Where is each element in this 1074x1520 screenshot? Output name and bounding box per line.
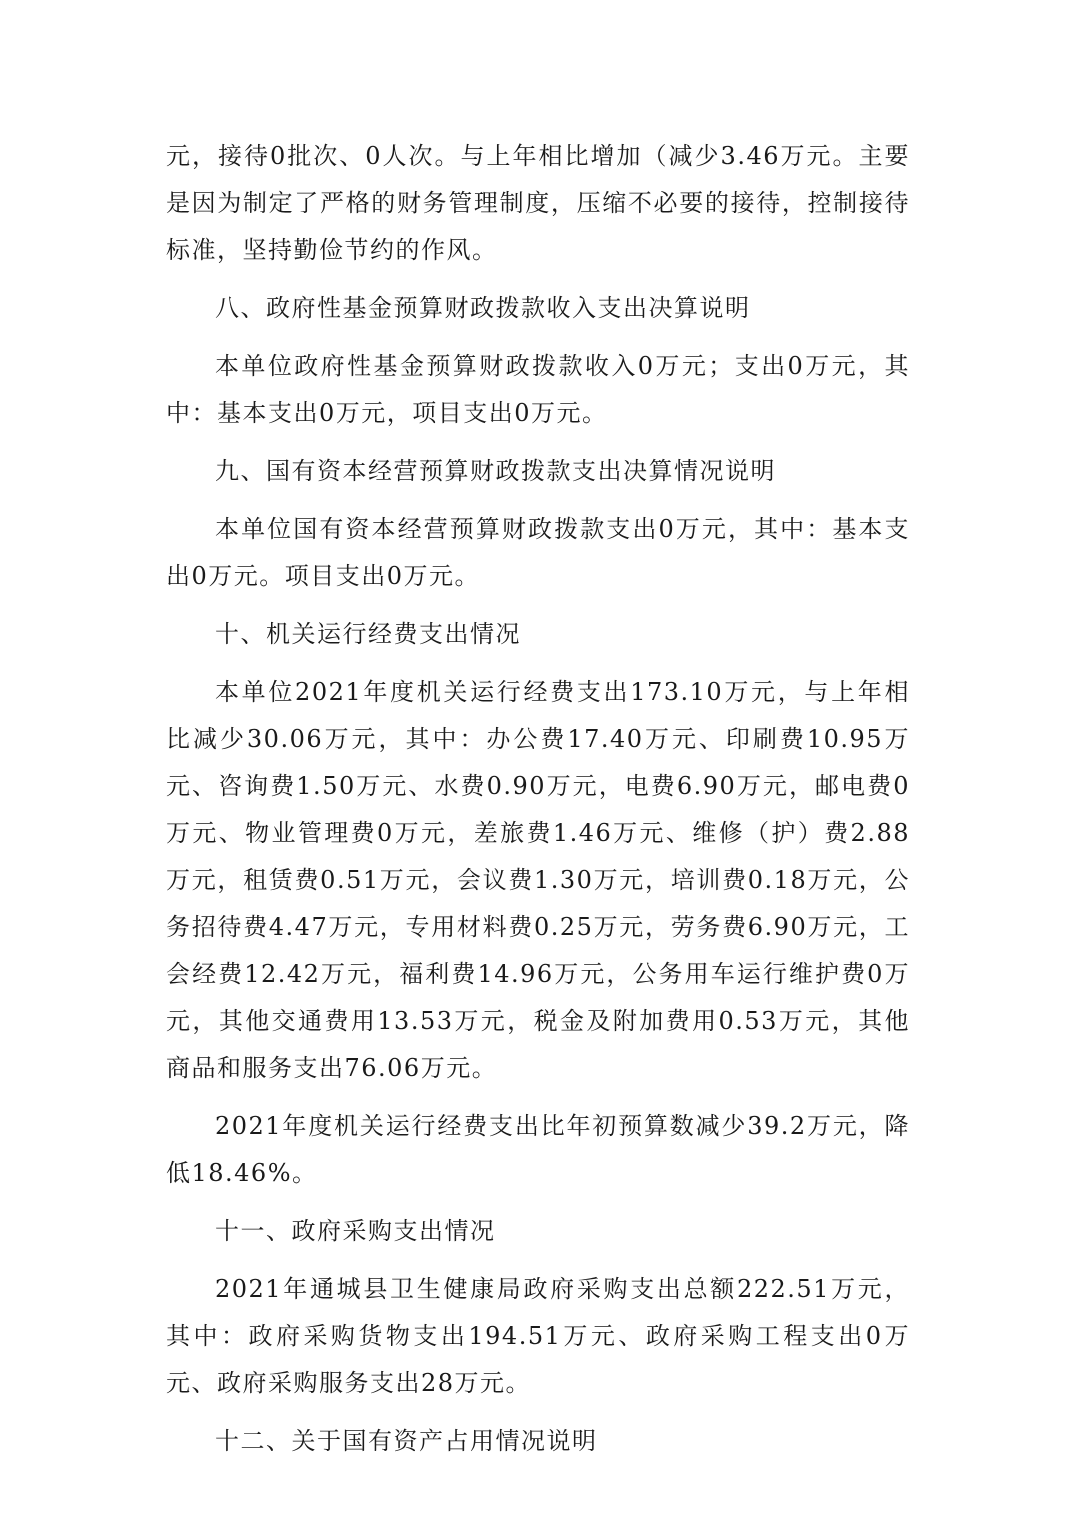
heading-section-11: 十一、政府采购支出情况: [215, 1217, 496, 1245]
paragraph-reception-summary: 元，接待0批次、0人次。与上年相比增加（减少3.46万元。主要是因为制定了严格的财务管理制度，压缩不必要的接待，控制接待标准，坚持勤俭节约的作风。: [166, 142, 910, 264]
document-body: [166, 133, 910, 1465]
paragraph-section-10: 本单位2021年度机关运行经费支出173.10万元，与上年相比减少30.06万元，其中：办公费17.40万元、印刷费10.95万元、咨询费1.50万元、水费0.90万元，电费6.90万元，邮电费0万元、物业管理费0万元，差旅费1.46万元、维修（护）费2.88万元，租赁费0.51万元，会议费1.30万元，培训费0.18万元，公务招待费4.47万元，专用材料费0.25万元，劳务费6.90万元，工会经费12.42万元，福利费14.96万元，公务用车运行维护费0万元，其他交通费用13.53万元，税金及附加费用0.53万元，其他商品和服务支出76.06万元。: [166, 678, 910, 1082]
heading-section-8: 八、政府性基金预算财政拨款收入支出决算说明: [215, 294, 751, 322]
paragraph-section-11: 2021年通城县卫生健康局政府采购支出总额222.51万元，其中：政府采购货物支出194.51万元、政府采购工程支出0万元、政府采购服务支出28万元。: [166, 1275, 910, 1397]
paragraph-section-10-budget: 2021年度机关运行经费支出比年初预算数减少39.2万元，降低18.46%。: [166, 1112, 910, 1187]
heading-section-12: 十二、关于国有资产占用情况说明: [215, 1427, 598, 1455]
paragraph-section-9: 本单位国有资本经营预算财政拨款支出0万元，其中：基本支出0万元。项目支出0万元。: [166, 515, 910, 590]
heading-section-10: 十、机关运行经费支出情况: [215, 620, 521, 648]
paragraph-section-8: 本单位政府性基金预算财政拨款收入0万元；支出0万元，其中：基本支出0万元，项目支出0万元。: [166, 352, 910, 427]
heading-section-9: 九、国有资本经营预算财政拨款支出决算情况说明: [215, 457, 776, 485]
